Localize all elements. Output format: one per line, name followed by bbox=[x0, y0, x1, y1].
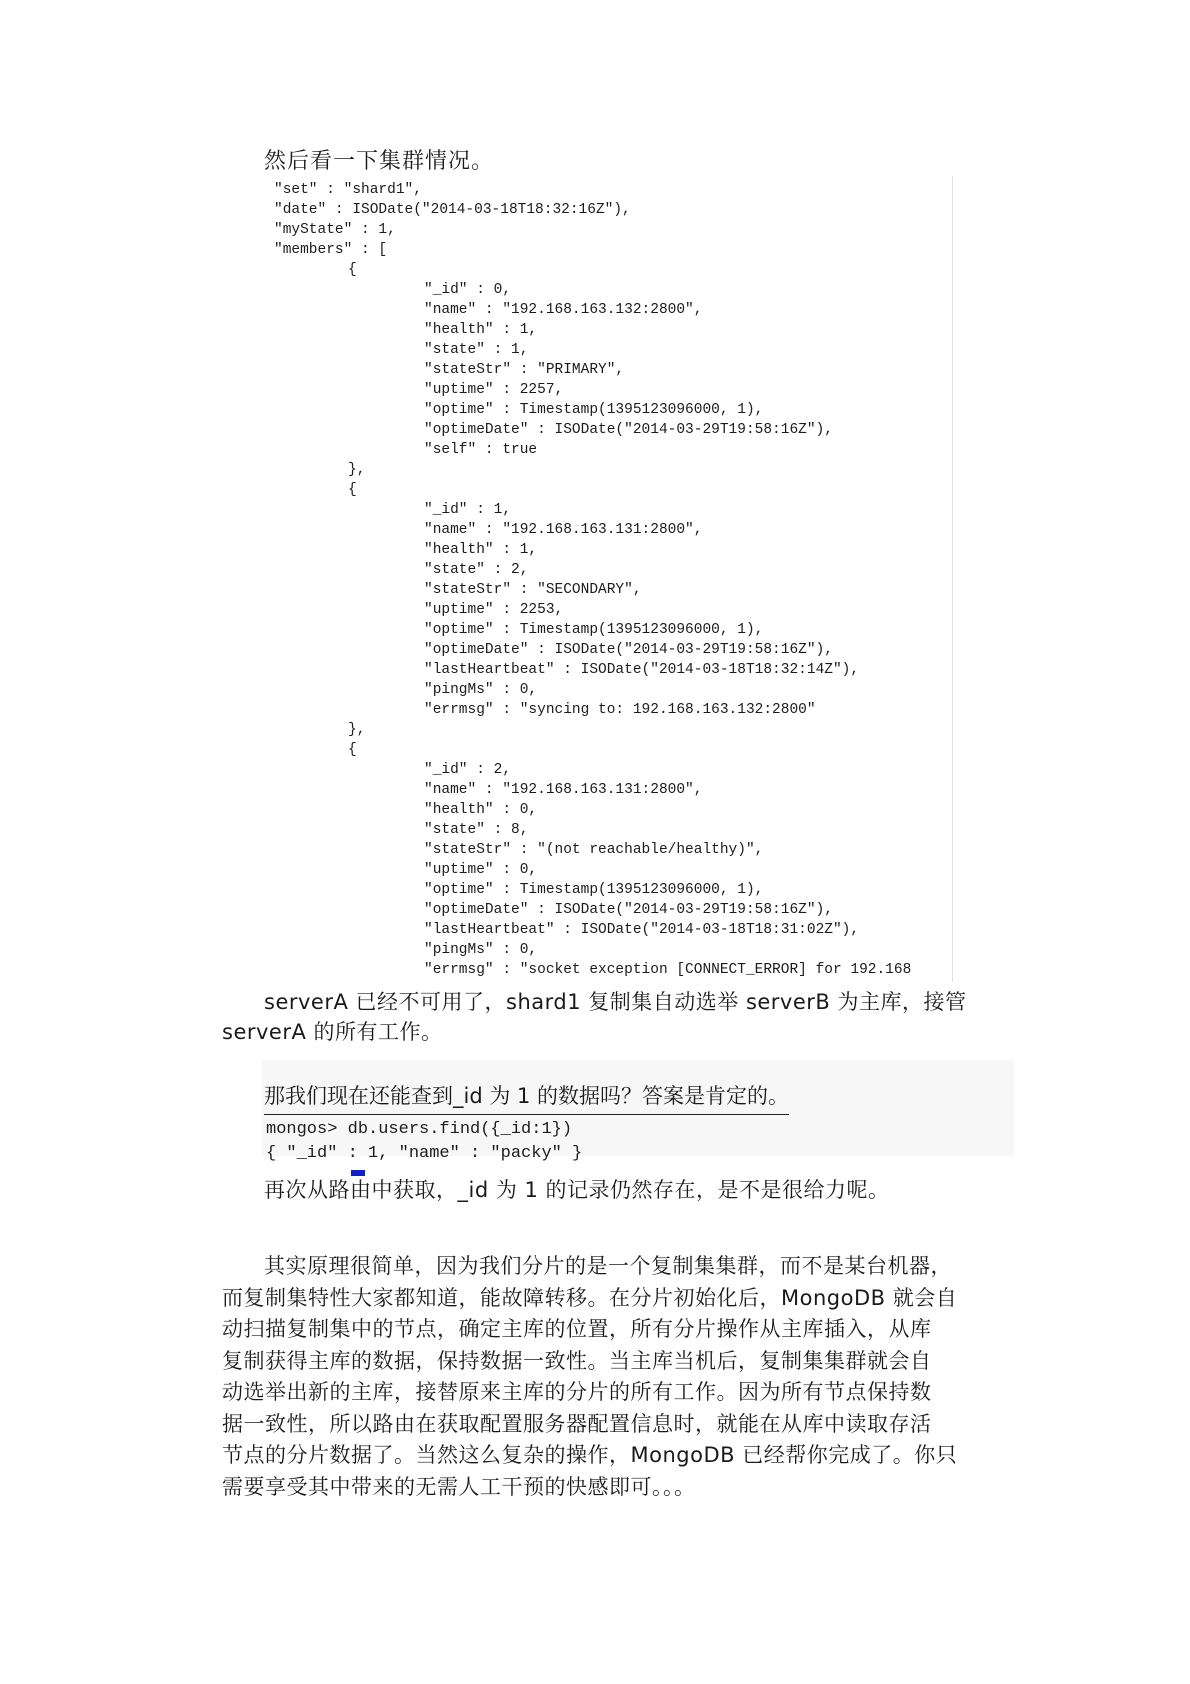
code-line: "_id" : 1, bbox=[424, 502, 512, 518]
code-line: "stateStr" : "PRIMARY", bbox=[424, 362, 625, 378]
code-line: "myState" : 1, bbox=[274, 222, 396, 238]
code-line: "_id" : 0, bbox=[424, 282, 512, 298]
paragraph-line: 复制获得主库的数据，保持数据一致性。当主库当机后，复制集集群就会自 bbox=[222, 1348, 932, 1373]
paragraph-line: 动扫描复制集中的节点，确定主库的位置，所有分片操作从主库插入，从库 bbox=[222, 1317, 932, 1341]
paragraph-line: 节点的分片数据了。当然这么复杂的操作，MongoDB 已经帮你完成了。你只 bbox=[222, 1443, 958, 1467]
code-line: "pingMs" : 0, bbox=[424, 942, 538, 958]
paragraph-line: 再次从路由中获取，_id 为 1 的记录仍然存在，是不是很给力呢。 bbox=[264, 1178, 890, 1202]
code-line: "date" : ISODate("2014-03-18T18:32:16Z"), bbox=[274, 202, 631, 218]
code-line: "lastHeartbeat" : ISODate("2014-03-18T18:31:02Z"), bbox=[424, 922, 860, 938]
paragraph-line: 动选举出新的主库，接替原来主库的分片的所有工作。因为所有节点保持数 bbox=[222, 1380, 932, 1404]
code-line: { bbox=[348, 262, 357, 278]
code-line: "name" : "192.168.163.131:2800", bbox=[424, 522, 703, 538]
code-line: "self" : true bbox=[424, 442, 538, 458]
code-line: "optime" : Timestamp(1395123096000, 1), bbox=[424, 622, 764, 638]
code-line: "health" : 1, bbox=[424, 322, 538, 338]
code-line: }, bbox=[348, 462, 366, 478]
code-line: "name" : "192.168.163.131:2800", bbox=[424, 782, 703, 798]
code-line: "errmsg" : "socket exception [CONNECT_ERROR] for 192.168 bbox=[424, 962, 912, 978]
code-line: "optimeDate" : ISODate("2014-03-29T19:58:16Z"), bbox=[424, 422, 833, 438]
code-line: "set" : "shard1", bbox=[274, 182, 422, 198]
code-line: "optime" : Timestamp(1395123096000, 1), bbox=[424, 402, 764, 418]
section-heading: 然后看一下集群情况。 bbox=[264, 149, 495, 174]
code-line: "stateStr" : "SECONDARY", bbox=[424, 582, 642, 598]
code-line: "name" : "192.168.163.132:2800", bbox=[424, 302, 703, 318]
replset-status-code-block bbox=[262, 176, 953, 982]
code-line: "optime" : Timestamp(1395123096000, 1), bbox=[424, 882, 764, 898]
code-line: "state" : 8, bbox=[424, 822, 529, 838]
paragraph-line: 而复制集特性大家都知道，能故障转移。在分片初始化后，MongoDB 就会自 bbox=[222, 1285, 958, 1310]
code-line: }, bbox=[348, 722, 366, 738]
code-line: "_id" : 2, bbox=[424, 762, 512, 778]
code-line: "pingMs" : 0, bbox=[424, 682, 538, 698]
mongo-command: mongos> db.users.find({_id:1}) bbox=[266, 1120, 573, 1139]
code-line: "uptime" : 0, bbox=[424, 862, 538, 878]
paragraph-line: serverA 已经不可用了，shard1 复制集自动选举 serverB 为主库，接管 bbox=[264, 990, 967, 1014]
code-line: "lastHeartbeat" : ISODate("2014-03-18T18:32:14Z"), bbox=[424, 662, 860, 678]
code-line: "health" : 0, bbox=[424, 802, 538, 818]
paragraph-line: 据一致性，所以路由在获取配置服务器配置信息时，就能在从库中读取存活 bbox=[222, 1411, 932, 1436]
code-line: { bbox=[348, 742, 357, 758]
code-line: "uptime" : 2257, bbox=[424, 382, 564, 398]
code-line: "state" : 1, bbox=[424, 342, 529, 358]
code-line: "state" : 2, bbox=[424, 562, 529, 578]
code-line: "errmsg" : "syncing to: 192.168.163.132:2800" bbox=[424, 702, 816, 718]
code-line: "optimeDate" : ISODate("2014-03-29T19:58:16Z"), bbox=[424, 902, 833, 918]
paragraph-line: 需要享受其中带来的无需人工干预的快感即可。。。 bbox=[222, 1474, 696, 1499]
code-line: { bbox=[348, 482, 357, 498]
mongo-result: { "_id" : 1, "name" : "packy" } bbox=[266, 1144, 583, 1163]
code-line: "optimeDate" : ISODate("2014-03-29T19:58:16Z"), bbox=[424, 642, 833, 658]
code-line: "stateStr" : "(not reachable/healthy)", bbox=[424, 842, 764, 858]
paragraph-line: serverA 的所有工作。 bbox=[222, 1020, 443, 1044]
code-line: "members" : [ bbox=[274, 242, 388, 258]
question-text: 那我们现在还能查到_id 为 1 的数据吗？答案是肯定的。 bbox=[264, 1080, 789, 1115]
code-line: "health" : 1, bbox=[424, 542, 538, 558]
code-line: "uptime" : 2253, bbox=[424, 602, 564, 618]
paragraph-line: 其实原理很简单，因为我们分片的是一个复制集集群，而不是某台机器， bbox=[264, 1254, 952, 1278]
